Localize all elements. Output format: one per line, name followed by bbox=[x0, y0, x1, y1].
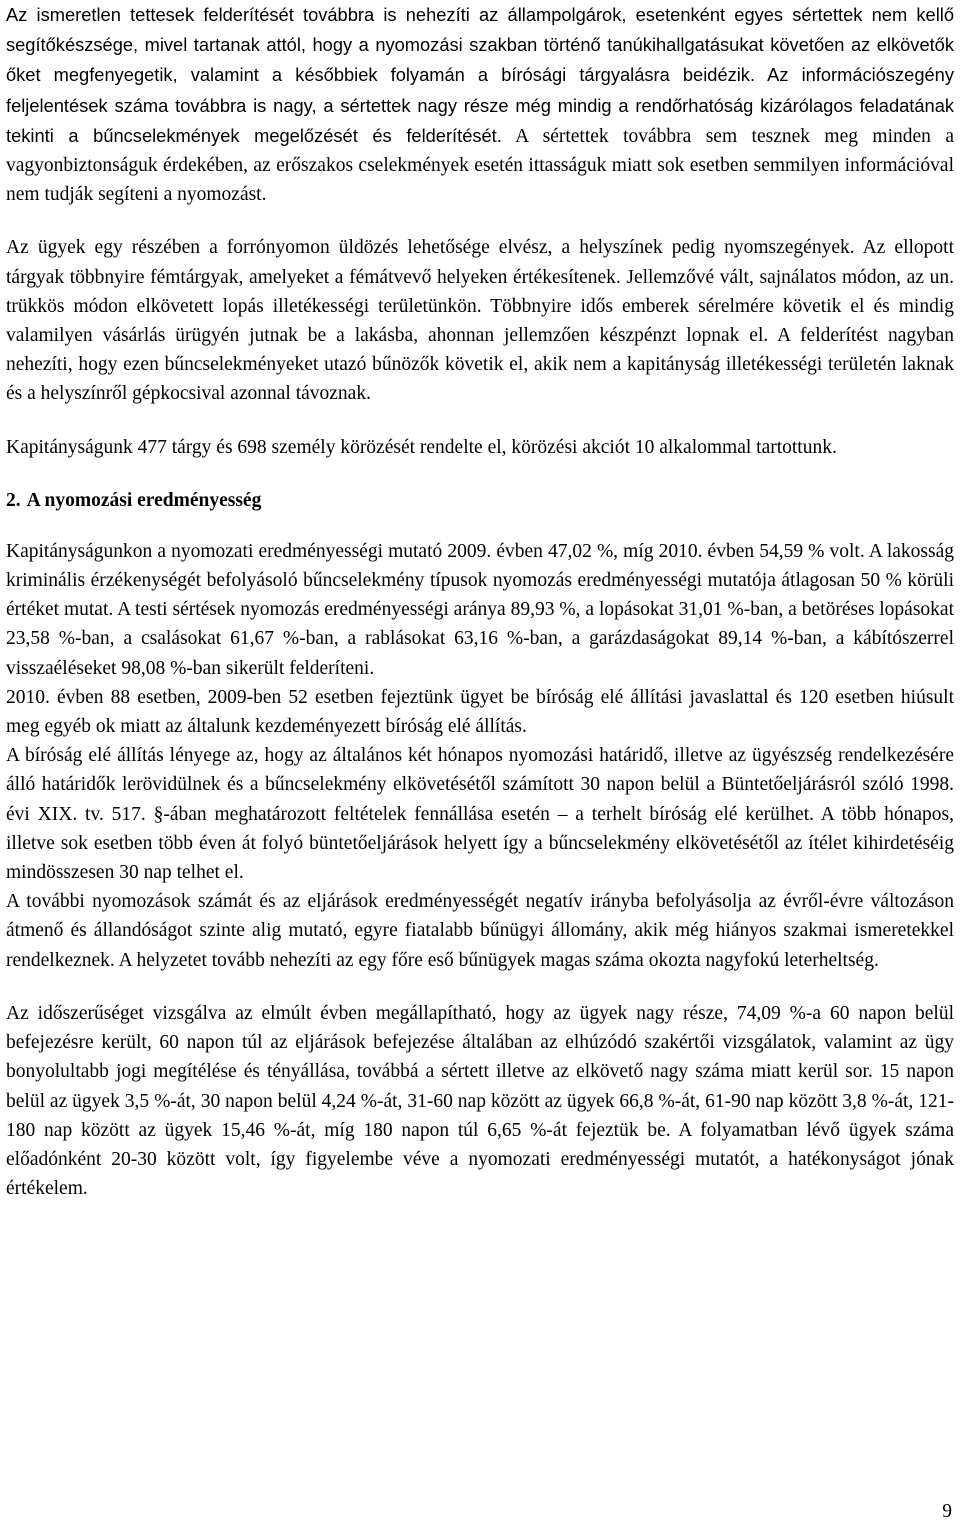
paragraph-timeliness: Az időszerűséget vizsgálva az elmúlt évben megállapítható, hogy az ügyek nagy része, 74,09 %-a 60 napon belül befejezésre került, 60 napon túl az eljárások befejezése általában az elhúzódó szakértői vizsgálatok, valamint az ügy bonyolultabb jogi megítélése és tényállása, továbbá a sértett illetve az elkövető nagy száma miatt kerül sor. 15 napon belül az ügyek 3,5 %-át, 30 napon belül 4,24 %-át, 31-60 nap között az ügyek 66,8 %-át, 61-90 nap között 3,8 %-át, 121-180 nap között az ügyek 15,46 %-át, míg 180 napon túl 6,65 %-át fejeztük be. A folyamatban lévő ügyek száma előadónként 20-30 között volt, így figyelembe véve a nyomozati eredményességi mutatót, a hatékonyságot jónak értékelem. bbox=[6, 1002, 954, 1200]
paragraph-court-procedure: A bíróság elé állítás lényege az, hogy az általános két hónapos nyomozási határidő, illetve az ügyészség rendelkezésére álló határidők lerövidülnek és a bűncselekmény elkövetésétől számított 30 napon belül a Büntetőeljárásról szóló 1998. évi XIX. tv. 517. §-ában meghatározott feltételek fennállása esetén – a terhelt bíróság elé kerülhet. A több hónapos, illetve sok esetben több éven át folyó büntetőeljárások helyett így a bűncselekmény elkövetésétől az ítélet kihirdetéséig mindösszesen 30 nap telhet el. bbox=[6, 745, 954, 884]
paragraph-intro-serif-text: A sértettek továbbra sem tesznek meg minden a vagyonbiztonságuk érdekében, az erőszakos cselekmények esetén ittasságuk miatt sok esetben semmilyen információval nem tudják segíteni a nyomozást. bbox=[6, 125, 954, 206]
section-number: 2. bbox=[6, 489, 21, 511]
paragraph-wanted-stats: Kapitányságunk 477 tárgy és 698 személy körözését rendelte el, körözési akciót 10 alkalommal tartottunk. bbox=[6, 436, 837, 458]
section-title: A nyomozási eredményesség bbox=[26, 489, 262, 511]
section-heading bbox=[6, 486, 954, 515]
paragraph-intro bbox=[6, 0, 954, 209]
paragraph-trail-loss: Az ügyek egy részében a forrónyomon üldözés lehetősége elvész, a helyszínek pedig nyomszegények. Az ellopott tárgyak többnyire fémtárgyak, amelyeket a fémátvevő helyeken értékesítenek. Jellemzővé vált, sajnálatos módon, az un. trükkös módon elkövetett lopás illetékességi területünkön. Többnyire idős emberek sérelmére követik el és mindig valamilyen vásárlás ürügyén jutnak be a lakásba, ahonnan jellemzően készpénzt lopnak el. A felderítést nagyban nehezíti, hogy ezen bűncselekményeket utazó bűnözők követik el, akik nem a kapitányság illetékességi területén laknak és a helyszínről gépkocsival azonnal távoznak. bbox=[6, 237, 954, 405]
document-page bbox=[6, 0, 954, 1203]
page-number: 9 bbox=[942, 1501, 952, 1522]
paragraph-court-cases: 2010. évben 88 esetben, 2009-ben 52 esetben fejeztünk ügyet be bíróság elé állítási javaslattal és 120 esetben hiúsult meg egyéb ok miatt az általunk kezdeményezett bíróság elé állítás. bbox=[6, 686, 954, 738]
paragraph-efficiency: Kapitányságunkon a nyomozati eredményességi mutató 2009. évben 47,02 %, míg 2010. évben 54,59 % volt. A lakosság kriminális érzékenységét befolyásoló bűncselekmény típusok nyomozás eredményességi mutatója átlagosan 50 % körüli értéket mutat. A testi sértések nyomozás eredményességi aránya 89,93 %, a lopásokat 31,01 %-ban, a betöréses lopásokat 23,58 %-ban, a csalásokat 61,67 %-ban, a rablásokat 63,16 %-ban, a garázdaságokat 89,14 %-ban, a kábítószerrel visszaéléseket 98,08 %-ban sikerült felderíteni. bbox=[6, 540, 954, 679]
paragraph-intro-sans-text: Az ismeretlen tettesek felderítését továbbra is nehezíti az állampolgárok, esetenként egyes sértettek nem kellő segítőkészsége, mivel tartanak attól, hogy a nyomozási szakban történő tanúkihallgatásukat követően az elkövetők őket megfenyegetik, valamint a későbbiek folyamán a bírósági tárgyalásra beidézik. Az információszegény feljelentések száma továbbra is nagy, a sértettek nagy része még mindig a rendőrhatóság kizárólagos feladatának tekinti a bűncselekmények megelőzését és felderítését. bbox=[6, 4, 954, 146]
paragraph-staffing: A további nyomozások számát és az eljárások eredményességét negatív irányba befolyásolja az évről-évre változáson átmenő és állandóságot szinte alig mutató, egyre fiatalabb bűnügyi állomány, akik még hiányos szakmai ismeretekkel rendelkeznek. A helyzetet tovább nehezíti az egy főre eső bűnügyek magas száma okozta nagyfokú leterheltség. bbox=[6, 891, 954, 971]
